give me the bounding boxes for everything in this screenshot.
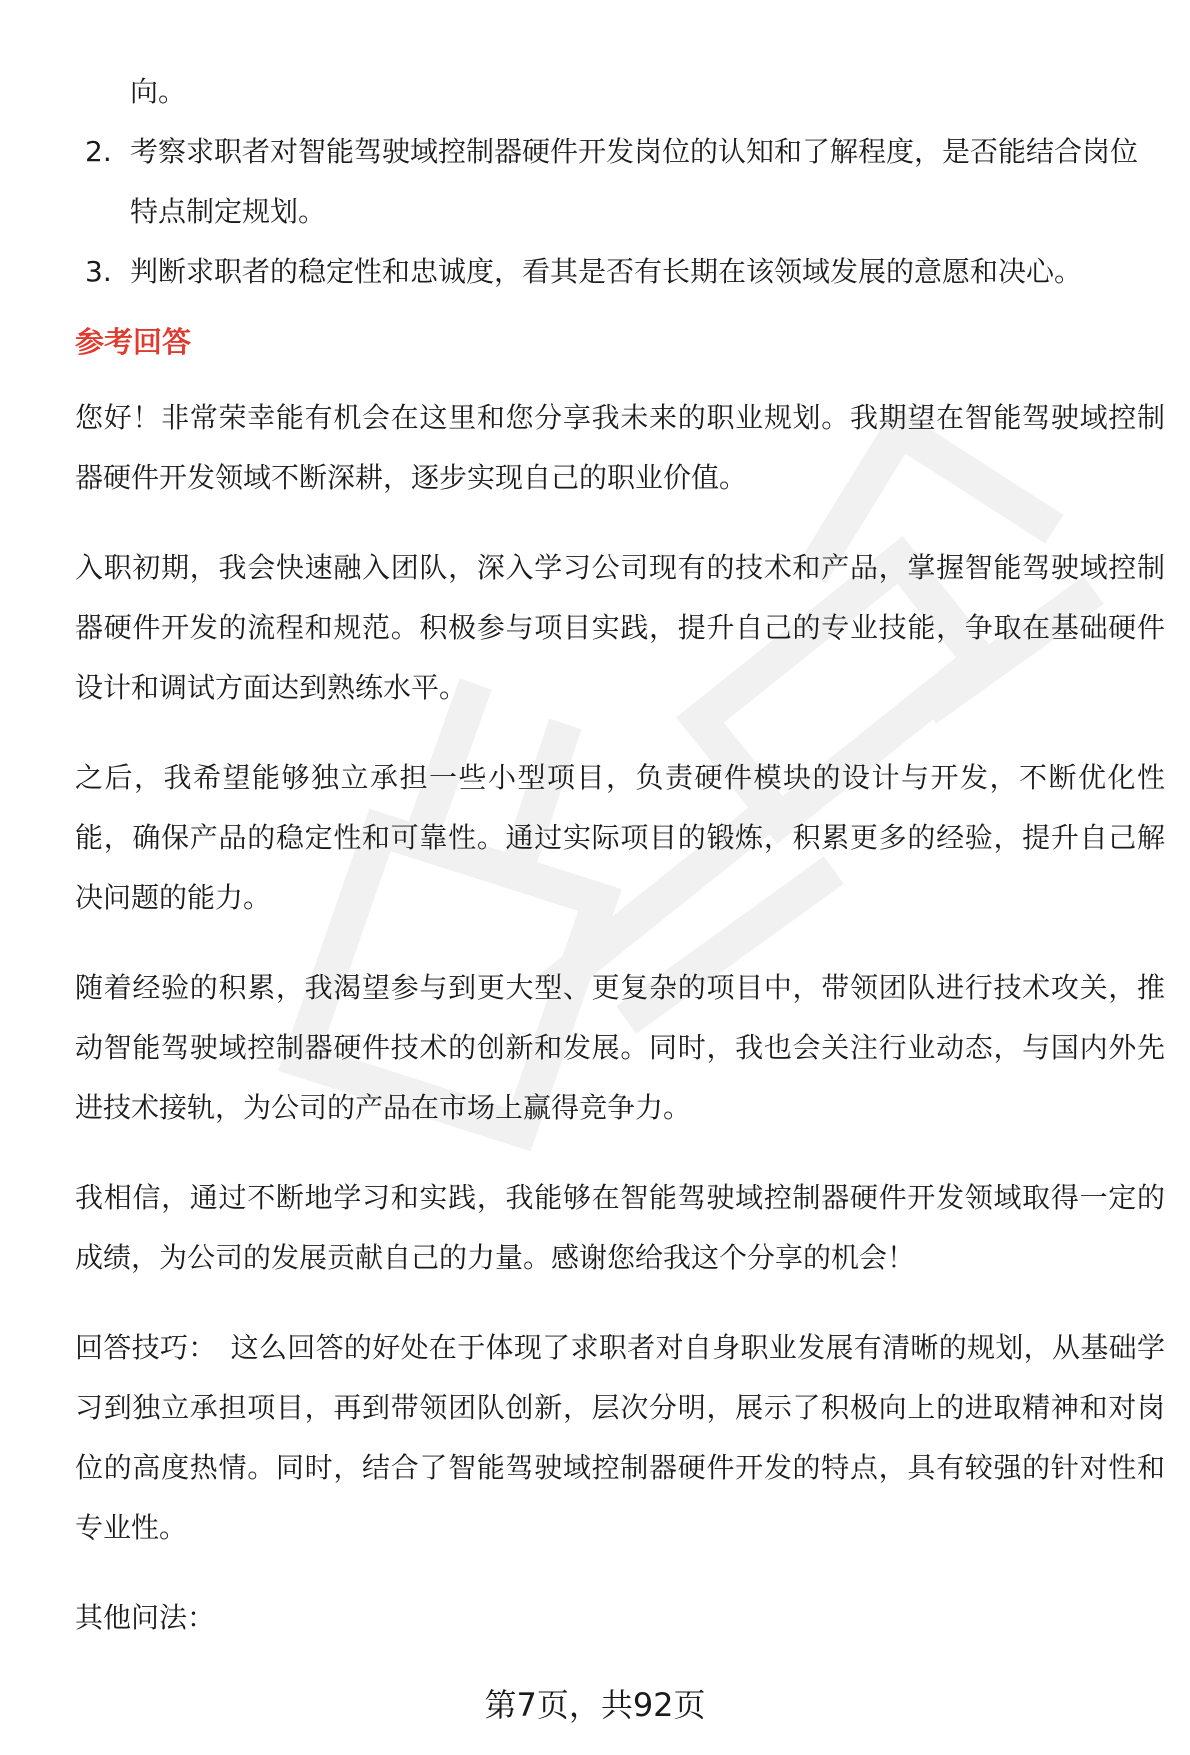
answer-paragraph: 入职初期，我会快速融入团队，深入学习公司现有的技术和产品，掌握智能驾驶域控制器硬件开发的流程和规范。积极参与项目实践，提升自己的专业技能，争取在基础硬件设计和调试方面达到熟练水平。 [75,551,1165,704]
list-item [75,242,1165,302]
continued-text-line: 向。 [130,75,187,108]
answer-paragraph: 之后，我希望能够独立承担一些小型项目，负责硬件模块的设计与开发，不断优化性能，确保产品的稳定性和可靠性。通过实际项目的锻炼，积累更多的经验，提升自己解决问题的能力。 [75,761,1165,914]
tips-paragraph [75,1318,1165,1558]
answer-paragraph: 随着经验的积累，我渴望参与到更大型、更复杂的项目中，带领团队进行技术攻关，推动智能驾驶域控制器硬件技术的创新和发展。同时，我也会关注行业动态，与国内外先进技术接轨，为公司的产品在市场上赢得竞争力。 [75,971,1165,1124]
tips-label: 回答技巧： [75,1331,217,1364]
list-item-number: 2. [85,135,112,168]
tips-text: 这么回答的好处在于体现了求职者对自身职业发展有清晰的规划，从基础学习到独立承担项目，再到带领团队创新，层次分明，展示了积极向上的进取精神和对岗位的高度热情。同时，结合了智能驾驶域控制器硬件开发的特点，具有较强的针对性和专业性。 [75,1331,1165,1544]
list-item-text: 判断求职者的稳定性和忠诚度，看其是否有长期在该领域发展的意愿和决心。 [130,255,1083,288]
list-item [75,122,1165,242]
answer-paragraph: 我相信，通过不断地学习和实践，我能够在智能驾驶域控制器硬件开发领域取得一定的成绩，为公司的发展贡献自己的力量。感谢您给我这个分享的机会！ [75,1181,1165,1274]
section-heading: 参考回答 [75,325,192,359]
page-number: 第7页，共92页 [484,1686,706,1724]
evaluation-points-list [75,122,1165,302]
list-item-text: 考察求职者对智能驾驶域控制器硬件开发岗位的认知和了解程度，是否能结合岗位特点制定规划。 [130,135,1139,228]
other-questions-label: 其他问法： [75,1601,216,1634]
document-body [75,62,1165,1678]
answer-paragraph: 您好！非常荣幸能有机会在这里和您分享我未来的职业规划。我期望在智能驾驶域控制器硬件开发领域不断深耕，逐步实现自己的职业价值。 [75,401,1165,494]
list-item-number: 3. [85,255,112,288]
